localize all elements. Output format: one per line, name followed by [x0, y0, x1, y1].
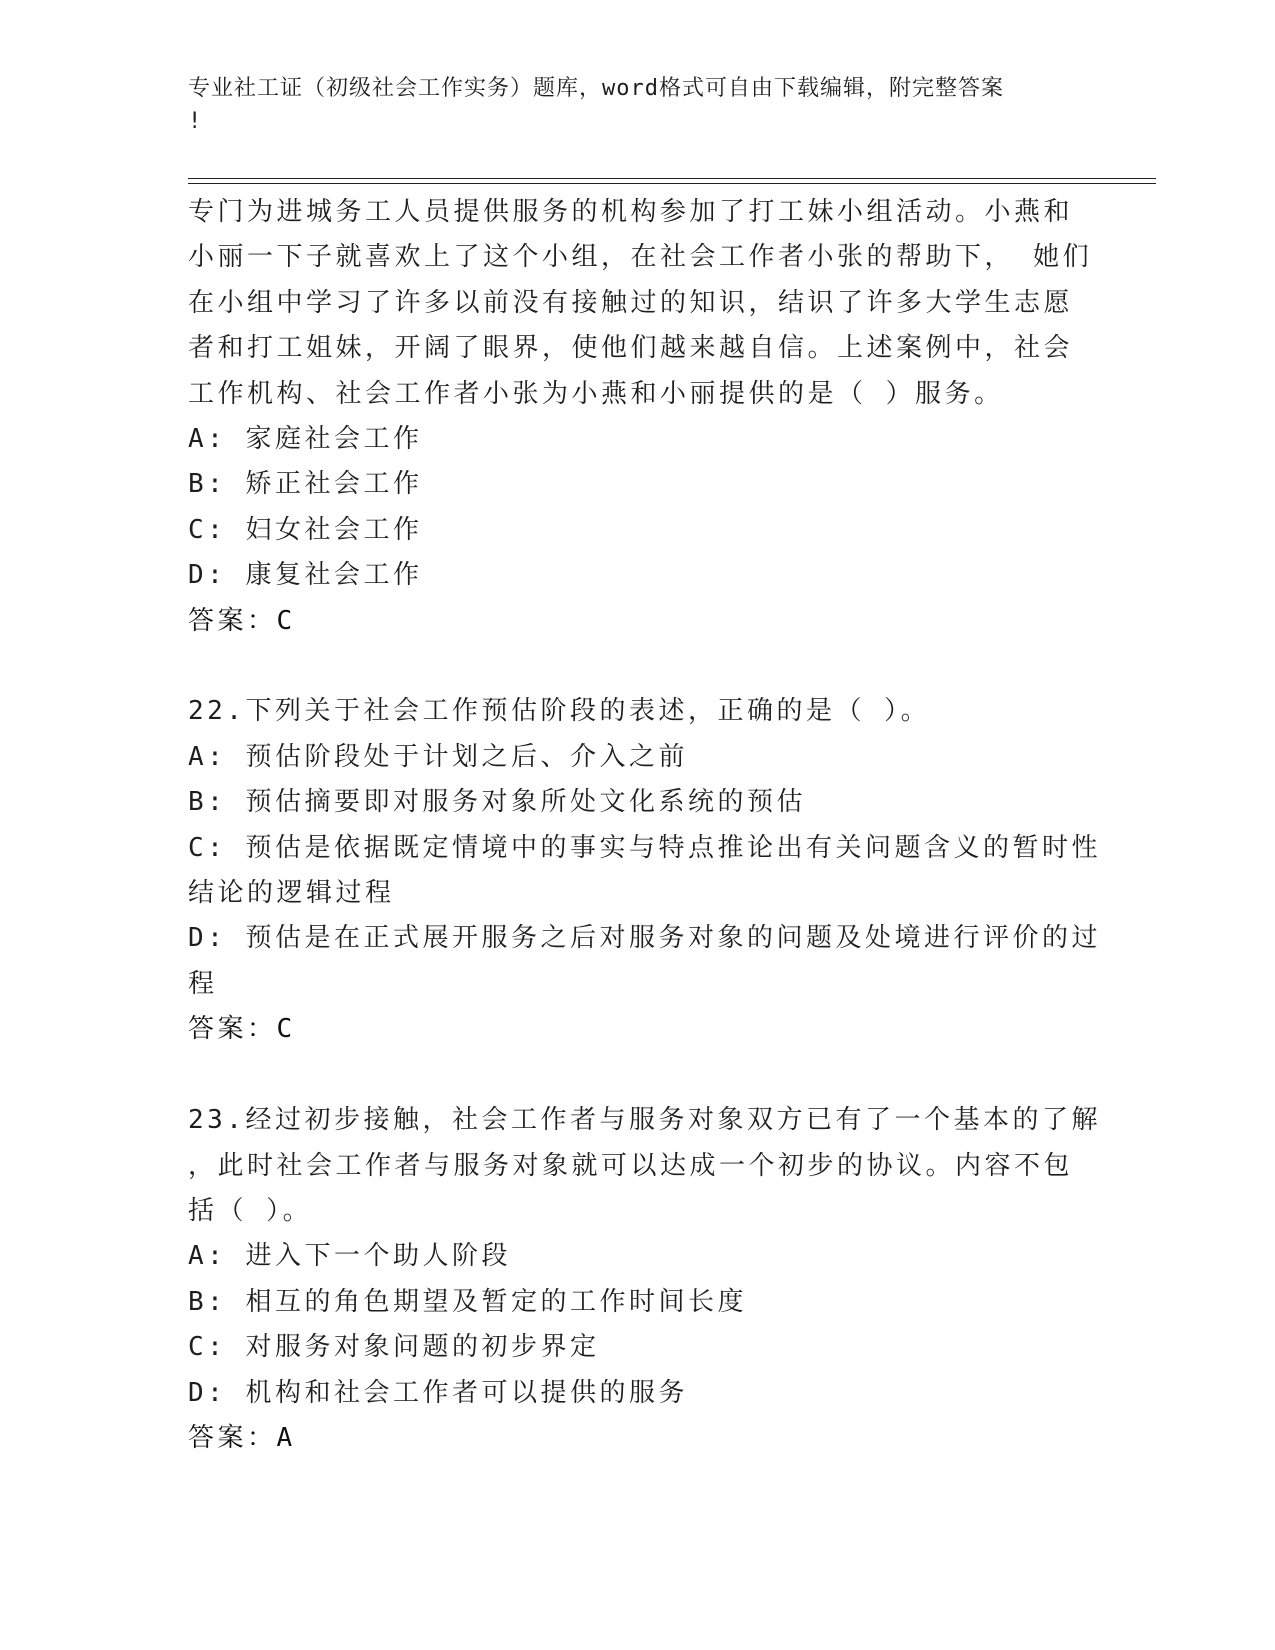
option-a: A: 进入下一个助人阶段: [188, 1241, 511, 1272]
option-a: A: 预估阶段处于计划之后、介入之前: [188, 741, 688, 772]
answer-line: 答案：C: [188, 605, 296, 636]
question-21: [188, 190, 1093, 644]
question-22: [188, 689, 1101, 1052]
header-rule-bottom: [188, 183, 1156, 184]
answer-line: 答案：C: [188, 1014, 296, 1045]
option-d-continuation: 程: [188, 968, 218, 999]
option-b: B: 预估摘要即对服务对象所处文化系统的预估: [188, 787, 806, 818]
option-d: D: 康复社会工作: [188, 560, 423, 591]
question-stem-line: 专门为进城务工人员提供服务的机构参加了打工妹小组活动。小燕和: [188, 197, 1074, 227]
option-c: C: 对服务对象问题的初步界定: [188, 1332, 600, 1363]
answer-line: 答案：A: [188, 1422, 296, 1453]
option-a: A: 家庭社会工作: [188, 424, 423, 455]
option-c-continuation: 结论的逻辑过程: [188, 878, 395, 909]
option-b: B: 矫正社会工作: [188, 469, 423, 500]
question-23: [188, 1098, 1101, 1461]
question-spacer: [188, 1053, 1088, 1098]
option-b: B: 相互的角色期望及暂定的工作时间长度: [188, 1286, 747, 1317]
question-stem-line: 在小组中学习了许多以前没有接触过的知识，结识了许多大学生志愿: [188, 287, 1074, 318]
question-stem-line: 括（ ）。: [188, 1195, 313, 1226]
header-title: 专业社工证（初级社会工作实务）题库，word格式可自由下载编辑，附完整答案: [188, 76, 1004, 101]
question-stem-line: 小丽一下子就喜欢上了这个小组，在社会工作者小张的帮助下， 她们: [188, 242, 1093, 273]
document-header: [188, 72, 1068, 138]
option-c: C: 预估是依据既定情境中的事实与特点推论出有关问题含义的暂时性: [188, 832, 1101, 863]
header-title-continuation: !: [188, 109, 203, 134]
question-list: [188, 190, 1101, 1461]
question-spacer: [188, 644, 1088, 689]
question-stem-line: 者和打工姐妹，开阔了眼界，使他们越来越自信。上述案例中，社会: [188, 333, 1074, 364]
option-c: C: 妇女社会工作: [188, 514, 423, 545]
option-d: D: 预估是在正式展开服务之后对服务对象的问题及处境进行评价的过: [188, 923, 1101, 954]
question-stem-line: 23.经过初步接触，社会工作者与服务对象双方已有了一个基本的了解: [188, 1105, 1101, 1136]
question-stem-line: 22.下列关于社会工作预估阶段的表述，正确的是（ ）。: [188, 696, 931, 727]
question-stem-line: ，此时社会工作者与服务对象就可以达成一个初步的协议。内容不包: [188, 1150, 1074, 1181]
header-rule-top: [188, 178, 1156, 179]
question-stem-line: 工作机构、社会工作者小张为小燕和小丽提供的是（ ）服务。: [188, 378, 1004, 409]
option-d: D: 机构和社会工作者可以提供的服务: [188, 1377, 688, 1408]
